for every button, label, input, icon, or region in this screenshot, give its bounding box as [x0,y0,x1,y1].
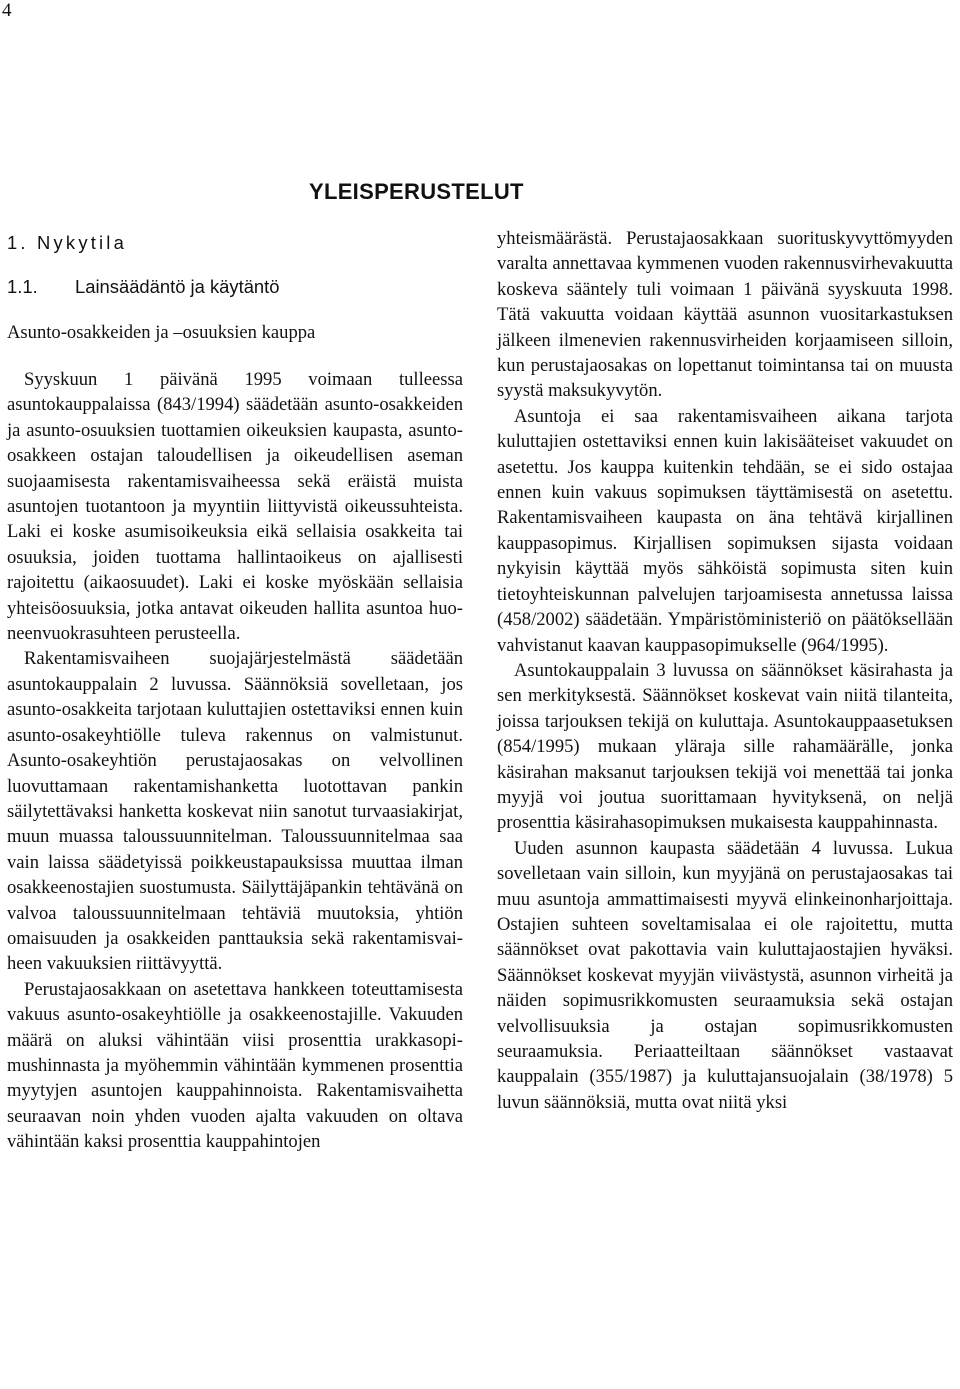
paragraph: Rakentamisvaiheen suojajärjestelmästä säädetään asuntokauppalain 2 luvussa. Säännöksiä sovelletaan, jos asunto-osakkeita tarjotaan kuluttajien ostettaviksi ennen kuin asunto-osakeyhtiölle tuleva rakennus on valmistunut. Asunto-osakeyhtiön perustajaosakas on velvollinen luovuttamaan rakentamishanketta luotottavan pankin säilytettävaksi hanketta koskevat niin sanotut turvaasiakirjat, muun muassa taloussuunnitelman. Taloussuunnitelmaa saa vain laissa säädetyissä poikkeustapauksissa muuttaa ilman osakkeenostajien suostumusta. Säilyttäjäpankin tehtävänä on valvoa taloussuunnitelmaan tehtäviä muutoksia, yhtiön omaisuuden ja osakkeiden panttauksia sekä rakentamisvaiheen vakuuksien riittävyyttä. [7,648,463,975]
paragraph: Syyskuun 1 päivänä 1995 voimaan tulleessa asuntokauppalaissa (843/1994) säädetään asunto-osakkeiden ja asunto-osuuksien tuottamien oikeuksien kaupasta, asunto-osakkeen ostajan taloudellisen ja oikeudellisen aseman suojaamisesta rakentamisvaiheessa sekä eräistä muista asuntojen tuotantoon ja myyntiin liittyvistä oikeussuhteista. Laki ei koske asumisoikeuksia eikä sellaisia osakkeita tai osuuksia, joiden tuottama hallintaoikeus on ajallisesti rajoitettu (aikaosuudet). Laki ei koske myöskään sellaisia yhteisöosuuksia, jotka antavat oikeuden hallita asuntoa huoneenvuokrasuhteen perusteella. [7,369,463,645]
paragraph: Perustajaosakkaan on asetettava hankkeen toteuttamisesta vakuus asunto-osakeyhtiölle ja osakkeenostajille. Vakuuden määrä on aluksi vähintään viisi prosenttia urakkasopimushinnasta ja myöhemmin vähintään kymmenen prosenttia myytyjen asuntojen kauppahinnoista. Rakentamisvaihetta seuraavan noin yhden vuoden ajalta vakuuden on oltava vähintään kaksi prosenttia kauppahintojen [7,978,463,1153]
paragraph: Asuntokauppalain 3 luvussa on säännökset käsirahasta ja sen merkityksestä. Säännökset koskevat vain niitä tilanteita, joissa tarjouksen tekijä on kuluttaja. Asuntokauppaasetuksen (854/1995) mukaan yläraja sille rahamäärälle, jonka käsirahan maksanut tarjouksen tekijä voi menettää tai jonka myyjä voi joutua suorittamaan hyvityksenä, on neljä prosenttia käsirahasopimuksen mukaisesta kauppahinnasta. [497,659,953,834]
page-number: 4 [2,0,12,21]
paragraph: Asuntoja ei saa rakentamisvaiheen aikana tarjota kuluttajien ostettaviksi ennen kuin lakisääteiset vakuudet on asetettu. Jos kauppa kuitenkin tehdään, se ei sido ostajaa ennen kuin vakuus sopimuksen täyttämisestä on asetettu. Rakentamisvaiheen kaupasta on äna tehtävä kirjallinen kauppasopimus. Kirjallisen sopimuksen sijasta voidaan nykyisin käyttää myös sähköistä sopimusta siten kuin tietoyhteiskunnan palvelujen tarjoamisesta annetussa laissa (458/2002) säädetään. Ympäristöministeriö on päätöksellään vahvistanut kaavan kauppasopimukselle (964/1995). [497,405,953,656]
heading-nykytila: 1. Nykytila [7,232,128,253]
paragraph: yhteismäärästä. Perustajaosakkaan suorituskyvyttömyyden varalta annettavaa kymmenen vuoden rakennusvirhevakuutta koskeva sääntely tuli voimaan 1 päivänä syyskuuta 1998. Tätä vakuutta voidaan käyttää asunnon vuositarkastuksen jälkeen ilmenevien rakennusvirheiden korjaamiseen silloin, kun perustajaosakas on lopettanut toimintansa tai on muusta syystä maksukyvytön. [497,228,953,402]
heading-text: Lainsäädäntö ja käytäntö [75,276,280,297]
left-column [7,226,463,1155]
heading-lainsaadanto [7,270,463,304]
right-column [497,226,953,1115]
subheading-kauppa: Asunto-osakkeiden ja –osuuksien kauppa [7,322,316,343]
paragraph: Uuden asunnon kaupasta säädetään 4 luvussa. Lukua sovelletaan vain silloin, kun myyjänä on perustajaosakas tai muu asuntoja ammattimaisesti myyvä elinkeinonharjoittaja. Ostajien suhteen soveltamisalaa ei ole rajoitettu, mutta säännökset ovat pakottavia vain kuluttajaostajien hyväksi. Säännökset koskevat myyjän viivästystä, asunnon virheitä ja näiden sopimusrikkomusten seuraamuksia sekä ostajan velvollisuuksia ja ostajan sopimusrikkomusten seuraamuksia. Periaatteiltaan säännökset vastaavat kauppalain (355/1987) ja kuluttajansuojalain (38/1978) 5 luvun säännöksiä, mutta ovat niitä yksi [497,837,953,1113]
heading-number: 1.1. [7,276,38,297]
section-title: YLEISPERUSTELUT [309,179,524,204]
